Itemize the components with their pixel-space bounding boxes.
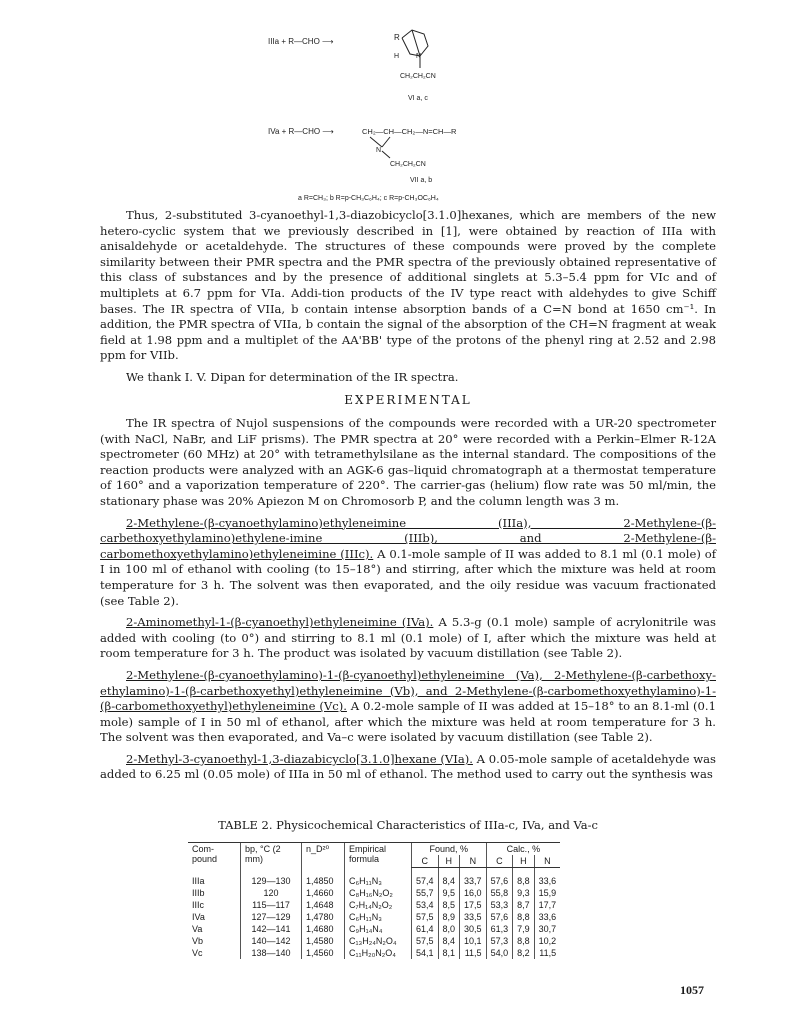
table-cell: 8,5 xyxy=(438,899,460,911)
header-calc-n: N xyxy=(534,855,560,868)
table-cell: IIIb xyxy=(192,888,205,898)
experimental-text xyxy=(100,416,716,789)
table-cell: 55,7 xyxy=(412,887,439,899)
table-row xyxy=(188,911,560,923)
table-cell: 8,8 xyxy=(513,935,535,947)
table-cell: C₁₁H₂₀N₂O₄ xyxy=(345,947,412,959)
paragraph-5 xyxy=(100,615,716,662)
table-cell: 33,6 xyxy=(534,911,560,923)
table-cell: 57,6 xyxy=(486,868,513,888)
table-cell: 9,3 xyxy=(513,887,535,899)
table-cell: 17,7 xyxy=(534,899,560,911)
header-bp: bp, °C (2 mm) xyxy=(241,843,302,868)
para4-title: 2-Methylene-(β-cyanoethylamino)ethyleneimine (IIIa), 2-Methylene-(β-carbethoxyethylamino)ethylene-imine (IIIb), and 2-Methylene-(β-carbomethoxyethylamino)ethyleneimine (IIIc). xyxy=(100,515,716,561)
header-calc-h: H xyxy=(513,855,535,868)
table-cell: Va xyxy=(192,924,203,934)
table-cell: 140—142 xyxy=(241,935,302,947)
table-cell: 10,1 xyxy=(460,935,487,947)
table-cell: 33,6 xyxy=(534,868,560,888)
scheme-line2-label: VII a, b xyxy=(410,177,433,184)
table-cell: 1,4660 xyxy=(302,887,345,899)
table-row xyxy=(188,868,560,888)
table-cell: 30,5 xyxy=(460,923,487,935)
table-title: TABLE 2. Physicochemical Characteristics of IIIa-c, IVa, and Va-c xyxy=(218,818,598,832)
table-cell: 33,7 xyxy=(460,868,487,888)
table-cell: C₆H₁₁N₃ xyxy=(345,911,412,923)
page-number: 1057 xyxy=(680,983,704,997)
table-cell: 17,5 xyxy=(460,899,487,911)
scheme-line2-chain: CH₂—CH—CH₂—N=CH—R xyxy=(362,127,457,136)
table-cell: 8,4 xyxy=(438,868,460,888)
para7-title: 2-Methyl-3-cyanoethyl-1,3-diazabicyclo[3.1.0]hexane (VIa). xyxy=(126,751,473,766)
table-row xyxy=(188,947,560,959)
table-cell: C₉H₁₄N₄ xyxy=(345,923,412,935)
table-cell: 1,4560 xyxy=(302,947,345,959)
table-cell: 57,6 xyxy=(486,911,513,923)
table-cell: IIIa xyxy=(192,875,205,886)
scheme-line1-r: R xyxy=(394,33,400,42)
table-cell: C₆H₁₁N₃ xyxy=(345,868,412,888)
paragraph-6 xyxy=(100,668,716,746)
para5-body: A 5.3-g (0.1 mole) sample of acrylonitrile was added with cooling (to 0°) and stirring to 8.1 ml (0.1 mole) of I, after which the mixture was held at room temperature for 3 h. The product was isolated by vacuum distillation (see Table 2). xyxy=(100,615,716,661)
table-cell: 115—117 xyxy=(241,899,302,911)
paragraph-4 xyxy=(100,516,716,610)
table-cell: 8,4 xyxy=(438,935,460,947)
scheme-line2-left: IVa + R—CHO ⟶ xyxy=(268,127,334,136)
table-row xyxy=(188,899,560,911)
table-cell: 1,4648 xyxy=(302,899,345,911)
discussion-text xyxy=(100,208,716,392)
table-cell: 57,4 xyxy=(412,868,439,888)
paragraph-1: Thus, 2-substituted 3-cyanoethyl-1,3-diazobicyclo[3.1.0]hexanes, which are members of the new hetero-cyclic system that we previously described in [1], were obtained by reaction of IIIa with anisaldehyde or acetaldehyde. The structures of these compounds were proved by the complete similarity between their PMR spectra and the PMR spectra of the previously obtained representative of this class of substances and by the presence of additional singlets at 5.3–5.4 ppm for VIc and of multiplets at 6.7 ppm for VIa. Addi-tion products of the IV type react with aldehydes to give Schiff bases. The IR spectra of VIIa, b contain intense absorption bands of a C=N bond at 1650 cm⁻¹. In addition, the PMR spectra of VIIa, b contain the signal of the absorption of the CH=N fragment at weak field at 1.98 ppm and a multiplet of the AA'BB' type of the protons of the phenyl ring at 2.52 and 2.98 ppm for VIIb. xyxy=(100,208,716,363)
header-calc-c: C xyxy=(486,855,513,868)
header-calc: Calc., % xyxy=(486,843,560,856)
table-cell: C₁₃H₂₄N₂O₄ xyxy=(345,935,412,947)
table-cell: 8,2 xyxy=(513,947,535,959)
table-cell: Vb xyxy=(192,936,204,946)
table-row xyxy=(188,923,560,935)
paragraph-7 xyxy=(100,752,716,783)
physicochemical-table xyxy=(188,842,560,959)
table-cell: 54,1 xyxy=(412,947,439,959)
table-cell: 53,3 xyxy=(486,899,513,911)
table-row xyxy=(188,935,560,947)
header-compound: Com-pound xyxy=(188,843,241,868)
table-cell: 33,5 xyxy=(460,911,487,923)
para6-title: 2-Methylene-(β-cyanoethylamino)-1-(β-cyanoethyl)ethyleneimine (Va), 2-Methylene-(β-carbethoxy-ethylamino)-1-(β-carbethoxyethyl)ethyleneimine (Vb), and 2-Methylene-(β-carbomethoxyethylamino)-1-(β-carbomethoxyethyl)ethyleneimine (Vc). xyxy=(100,667,716,714)
scheme-line1-sub: CH₂CH₂CN xyxy=(400,73,436,80)
scheme-line1-left: IIIa + R—CHO ⟶ xyxy=(268,37,334,46)
para6-body: A 0.2-mole sample of II was added at 15–18° to an 8.1-ml (0.1 mole) sample of I in 50 ml of ethanol, after which the mixture was held at room temperature for 3 h. The solvent was then evaporated, and Va–c were isolated by vacuum distillation (see Table 2). xyxy=(100,699,716,745)
table-cell: 10,2 xyxy=(534,935,560,947)
table-cell: 8,8 xyxy=(513,868,535,888)
table-cell: 30,7 xyxy=(534,923,560,935)
bicyclic-ring xyxy=(402,30,428,68)
table-cell: 57,5 xyxy=(412,935,439,947)
table-cell: 16,0 xyxy=(460,887,487,899)
table-cell: 138—140 xyxy=(241,947,302,959)
table-cell: 57,5 xyxy=(412,911,439,923)
table-cell: 57,3 xyxy=(486,935,513,947)
scheme-line2-sub: CH₂CH₂CN xyxy=(390,161,426,168)
table-cell: 11,5 xyxy=(534,947,560,959)
section-heading: EXPERIMENTAL xyxy=(344,393,472,407)
scheme-line1-label: VI a, c xyxy=(408,95,428,102)
table-cell: IIIc xyxy=(192,900,205,910)
table-cell: 55,8 xyxy=(486,887,513,899)
table-cell: 142—141 xyxy=(241,923,302,935)
table-cell: 7,9 xyxy=(513,923,535,935)
scheme-footnote: a R=CH₃; b R=p-CH₃C₆H₄; c R=p-CH₃OC₆H₄ xyxy=(298,195,439,202)
table-cell: Vc xyxy=(192,948,203,958)
table-cell: 9,5 xyxy=(438,887,460,899)
table-row xyxy=(188,887,560,899)
para7-body: A 0.05-mole sample of acetaldehyde was added to 6.25 ml (0.05 mole) of IIIa in 50 ml of ethanol. The method used to carry out the synthesis was xyxy=(100,751,716,782)
table-cell: C₇H₁₄N₂O₂ xyxy=(345,899,412,911)
table-cell: 61,4 xyxy=(412,923,439,935)
table-cell: 11,5 xyxy=(460,947,487,959)
header-found: Found, % xyxy=(412,843,487,856)
table-cell: 120 xyxy=(241,887,302,899)
reaction-scheme xyxy=(250,22,550,202)
header-found-h: H xyxy=(438,855,460,868)
scheme-line2-n: N xyxy=(376,147,382,154)
table-cell: 8,7 xyxy=(513,899,535,911)
header-found-n: N xyxy=(460,855,487,868)
table-cell: 1,4780 xyxy=(302,911,345,923)
para5-title: 2-Aminomethyl-1-(β-cyanoethyl)ethyleneimine (IVa). xyxy=(126,615,434,630)
header-formula: Empirical formula xyxy=(345,843,412,868)
table-cell: 61,3 xyxy=(486,923,513,935)
table-cell: 15,9 xyxy=(534,887,560,899)
table-cell: 1,4680 xyxy=(302,923,345,935)
table-cell: 8,0 xyxy=(438,923,460,935)
table-cell: IVa xyxy=(192,912,205,922)
paragraph-2: We thank I. V. Dipan for determination of the IR spectra. xyxy=(126,369,459,384)
table-body xyxy=(188,868,560,960)
table-cell: C₈H₁₆N₂O₂ xyxy=(345,887,412,899)
header-nd: n_D²⁰ xyxy=(302,843,345,868)
table-cell: 8,9 xyxy=(438,911,460,923)
scheme-line1-n: N xyxy=(416,53,422,60)
header-found-c: C xyxy=(412,855,439,868)
scheme-line1-h: H xyxy=(394,53,400,60)
table-cell: 129—130 xyxy=(241,868,302,888)
table-cell: 1,4580 xyxy=(302,935,345,947)
table-cell: 8,1 xyxy=(438,947,460,959)
para4-body: A 0.1-mole sample of II was added to 8.1 ml (0.1 mole) of I in 100 ml of ethanol with cooling (to 15–18°) and stirring, after which the mixture was held at room temperature for 3 h. The solvent was then evaporated, and the oily residue was vacuum fractionated (see Table 2). xyxy=(100,546,716,608)
table-cell: 53,4 xyxy=(412,899,439,911)
table-cell: 8,8 xyxy=(513,911,535,923)
table-cell: 1,4850 xyxy=(302,868,345,888)
table-cell: 127—129 xyxy=(241,911,302,923)
paragraph-3: The IR spectra of Nujol suspensions of the compounds were recorded with a UR-20 spectrometer (with NaCl, NaBr, and LiF prisms). The PMR spectra at 20° were recorded with a Perkin–Elmer R-12A spectrometer (60 MHz) at 20° with tetramethylsilane as the internal standard. The compositions of the reaction products were analyzed with an AGK-6 gas–liquid chromatograph at a thermostat temperature of 160° and a vaporization temperature of 220°. The carrier-gas (helium) flow rate was 50 ml/min, the stationary phase was 20% Apiezon M on Chromosorb P, and the column length was 3 m. xyxy=(100,416,716,508)
table-cell: 54,0 xyxy=(486,947,513,959)
